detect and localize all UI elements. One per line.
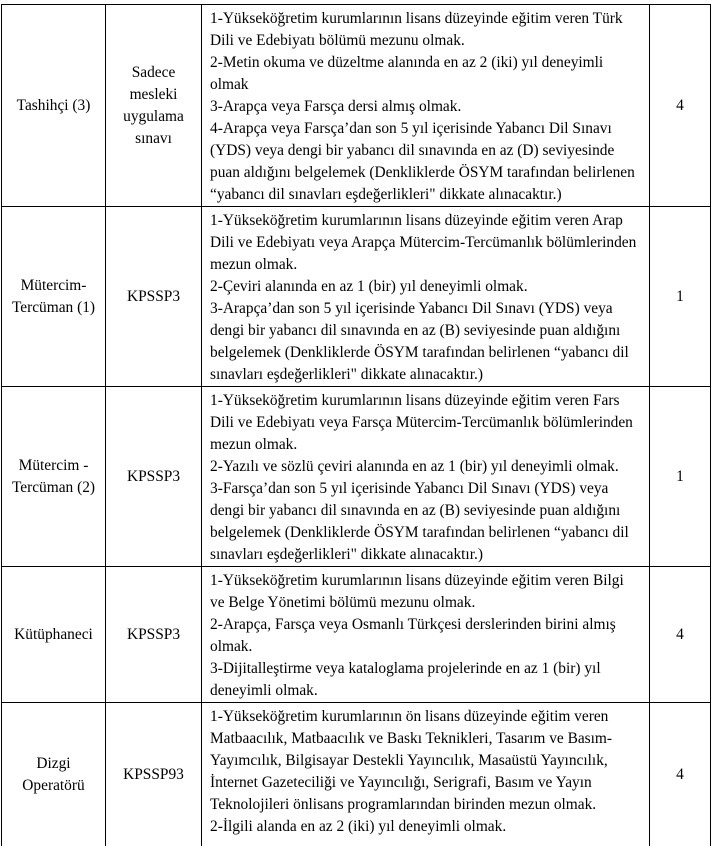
- position-title: Tashihçi (3): [2, 95, 105, 117]
- position-cell: [2, 5, 106, 207]
- exam-cell: [106, 567, 202, 703]
- requirement-item: 1-Yükseköğretim kurumlarının ön lisans düzeyinde eğitim veren Matbaacılık, Matbaacılık ve Baskı Teknikleri, Tasarım ve Basım-Yayımcılık, Bilgisayar Destekli Yayıncılık, Masaüstü Yayıncılık, İnternet Gazeteciliği ve Yayıncılığı, Serigrafi, Basım ve Yayın Teknolojileri önlisans programlarından birinden mezun olmak.: [210, 706, 641, 816]
- requirement-item: 2-Arapça, Farsça veya Osmanlı Türkçesi derslerinden birini almış olmak.: [210, 614, 641, 658]
- position-count: 4: [650, 5, 711, 207]
- requirements-cell: [202, 567, 650, 703]
- table-row: [2, 387, 711, 567]
- position-title-line: Mütercim-: [2, 275, 105, 297]
- position-title: Kütüphaneci: [2, 624, 105, 646]
- requirement-item: 3-Farsça’dan son 5 yıl içerisinde Yabancı Dil Sınavı (YDS) veya dengi bir yabancı dil sınavında en az (B) seviyesinde puan aldığını belgelemek (Denkliklerde ÖSYM tarafından belirlenen “yabancı dil sınavları eşdeğerlikleri" dikkate alınacaktır.): [210, 478, 641, 566]
- exam-type: KPSSP3: [106, 466, 201, 488]
- exam-type-line: Sadece: [106, 62, 201, 84]
- requirement-item: 1-Yükseköğretim kurumlarının lisans düzeyinde eğitim veren Bilgi ve Belge Yönetimi bölümü mezunu olmak.: [210, 570, 641, 614]
- requirement-item: 2-Çeviri alanında en az 1 (bir) yıl deneyimli olmak.: [210, 276, 641, 298]
- table-row: [2, 5, 711, 207]
- exam-type-line: sınavı: [106, 128, 201, 150]
- exam-type: KPSSP93: [106, 764, 201, 786]
- position-title-line: Dizgi: [2, 753, 105, 775]
- position-cell: [2, 703, 106, 846]
- exam-cell: [106, 703, 202, 846]
- exam-type: KPSSP3: [106, 286, 201, 308]
- position-cell: [2, 207, 106, 387]
- position-count: 4: [650, 567, 711, 703]
- requirement-item: 2-İlgili alanda en az 2 (iki) yıl deneyimli olmak.: [210, 816, 641, 838]
- table-row: [2, 207, 711, 387]
- requirement-item: 3-Dijitalleştirme veya kataloglama projelerinde en az 1 (bir) yıl deneyimli olmak.: [210, 658, 641, 702]
- requirement-item: 1-Yükseköğretim kurumlarının lisans düzeyinde eğitim veren Türk Dili ve Edebiyatı bölümü mezunu olmak.: [210, 8, 641, 52]
- requirements-cell: [202, 5, 650, 207]
- position-count: 4: [650, 703, 711, 846]
- exam-type: KPSSP3: [106, 624, 201, 646]
- table-row: [2, 703, 711, 846]
- position-title-line: Tercüman (2): [2, 477, 105, 499]
- requirement-item: 4-Arapça veya Farsça’dan son 5 yıl içerisinde Yabancı Dil Sınavı (YDS) veya dengi bir yabancı dil sınavında en az (D) seviyesinde puan aldığını belgelemek (Denkliklerde ÖSYM tarafından belirlenen “yabancı dil sınavları eşdeğerlikleri" dikkate alınacaktır.): [210, 118, 641, 206]
- exam-type-line: mesleki: [106, 84, 201, 106]
- requirement-item: 3-Arapça veya Farsça dersi almış olmak.: [210, 96, 641, 118]
- position-cell: [2, 387, 106, 567]
- exam-cell: [106, 5, 202, 207]
- position-count: 1: [650, 387, 711, 567]
- staff-requirements-table: [1, 4, 711, 846]
- requirements-cell: [202, 387, 650, 567]
- requirement-item: 3-Arapça’dan son 5 yıl içerisinde Yabancı Dil Sınavı (YDS) veya dengi bir yabancı dil sınavında en az (B) seviyesinde puan aldığını belgelemek (Denkliklerde ÖSYM tarafından belirlenen “yabancı dil sınavları eşdeğerlikleri" dikkate alınacaktır.): [210, 298, 641, 386]
- requirement-item: 1-Yükseköğretim kurumlarının lisans düzeyinde eğitim veren Fars Dili ve Edebiyatı veya Farsça Mütercim-Tercümanlık bölümlerinden mezun olmak.: [210, 390, 641, 456]
- requirement-item: 2-Metin okuma ve düzeltme alanında en az 2 (iki) yıl deneyimli olmak: [210, 52, 641, 96]
- position-title-line: Tercüman (1): [2, 297, 105, 319]
- requirement-item: 2-Yazılı ve sözlü çeviri alanında en az 1 (bir) yıl deneyimli olmak.: [210, 456, 641, 478]
- exam-cell: [106, 207, 202, 387]
- exam-type-line: uygulama: [106, 106, 201, 128]
- table-row: [2, 567, 711, 703]
- position-cell: [2, 567, 106, 703]
- position-title-line: Mütercim -: [2, 455, 105, 477]
- requirement-item: 1-Yükseköğretim kurumlarının lisans düzeyinde eğitim veren Arap Dili ve Edebiyatı veya Arapça Mütercim-Tercümanlık bölümlerinden mezun olmak.: [210, 210, 641, 276]
- exam-cell: [106, 387, 202, 567]
- position-count: 1: [650, 207, 711, 387]
- position-title-line: Operatörü: [2, 775, 105, 797]
- requirements-cell: [202, 207, 650, 387]
- requirements-cell: [202, 703, 650, 846]
